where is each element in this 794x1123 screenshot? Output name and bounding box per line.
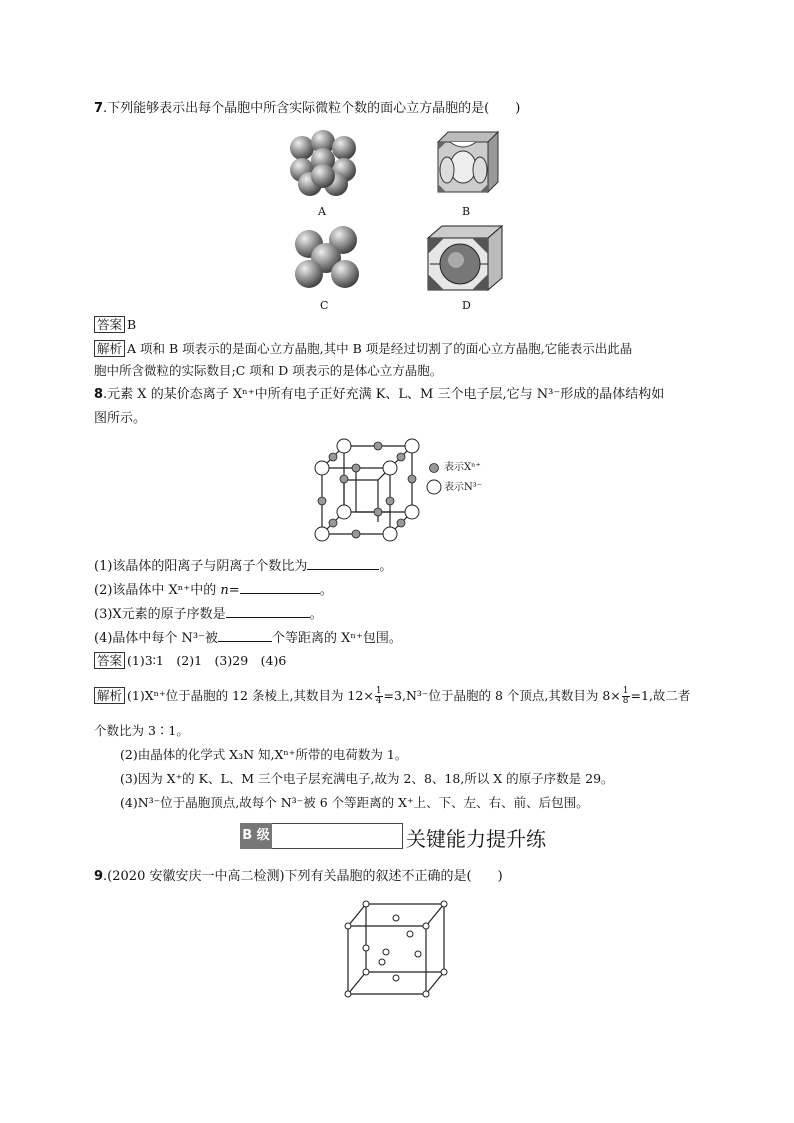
- q7-stem: 7.下列能够表示出每个晶胞中所含实际微粒个数的面心立方晶胞的是( ): [94, 101, 521, 116]
- fraction-one-eighth: $\frac{1}{8}$: [622, 686, 629, 706]
- q7-analysis-line2: 胞中所含微粒的实际数目;C 项和 D 项表示的是体心立方晶胞。: [94, 363, 443, 378]
- q7-figure-a: [288, 128, 358, 198]
- q7-option-a-label: A: [318, 205, 326, 218]
- q8-legend-xn-icon: [428, 462, 440, 474]
- q8-legend-n3-label: 表示N³⁻: [444, 482, 483, 493]
- section-level-band: [240, 823, 404, 849]
- q7-analysis-line1: 解析 A 项和 B 项表示的是面心立方晶胞,其中 B 项是经过切割了的面心立方晶胞,它能表示出此晶: [94, 340, 632, 358]
- q7-option-d-label: D: [462, 299, 471, 312]
- q8-analysis-line5: (4)N³⁻位于晶胞顶点,故每个 N³⁻被 6 个等距离的 X⁺上、下、左、右、前、后包围。: [120, 795, 589, 810]
- section-level-badge: B 级: [240, 823, 272, 849]
- q8-crystal-figure: [312, 436, 424, 546]
- q8-legend-xn-label: 表示Xⁿ⁺: [444, 462, 481, 473]
- q8-analysis-line1: 解析 (1)Xⁿ⁺位于晶胞的 12 条棱上,其数目为 12× $\frac{1}{4}$ =3,N³⁻位于晶胞的 8 个顶点,其数目为 8× $\frac{1}{8}$ =1,故二者: [94, 687, 690, 706]
- q8-answer: 答案 (1)3∶1 (2)1 (3)29 (4)6: [94, 652, 286, 670]
- q8-sub2: (2)该晶体中 Xⁿ⁺中的 n= 。: [94, 580, 333, 600]
- q8-analysis-line4: (3)因为 X⁺的 K、L、M 三个电子层充满电子,故为 2、8、18,所以 X 的原子序数是 29。: [120, 771, 614, 786]
- q9-stem: 9.(2020 安徽安庆一中高二检测)下列有关晶胞的叙述不正确的是( ): [94, 869, 503, 884]
- q7-option-b-label: B: [462, 205, 471, 218]
- q9-cube-figure: [340, 896, 452, 998]
- fraction-one-quarter: $\frac{1}{4}$: [375, 686, 382, 706]
- q7-option-c-label: C: [320, 299, 329, 312]
- q7-figure-b: [432, 128, 504, 196]
- section-title: 关键能力提升练: [406, 827, 546, 851]
- q8-analysis-line3: (2)由晶体的化学式 X₃N 知,Xⁿ⁺所带的电荷数为 1。: [120, 747, 408, 762]
- section-level-line: [272, 823, 403, 849]
- q7-figure-d: [426, 224, 506, 292]
- q8-stem-line1: 8.元素 X 的某价态离子 Xⁿ⁺中所有电子正好充满 K、L、M 三个电子层,它与 N³⁻形成的晶体结构如: [94, 387, 665, 402]
- q8-sub1: (1)该晶体的阳离子与阴离子个数比为 。: [94, 556, 392, 576]
- q8-stem-line2: 图所示。: [94, 411, 147, 426]
- q8-legend-n3-icon: [426, 479, 442, 495]
- q8-analysis-line2: 个数比为 3∶1。: [94, 723, 189, 738]
- q8-sub4: (4)晶体中每个 N³⁻被 个等距离的 Xⁿ⁺包围。: [94, 628, 402, 648]
- q7-answer: 答案 B: [94, 316, 136, 334]
- q8-sub3: (3)X元素的原子序数是 。: [94, 604, 323, 624]
- q7-figure-c: [293, 222, 365, 292]
